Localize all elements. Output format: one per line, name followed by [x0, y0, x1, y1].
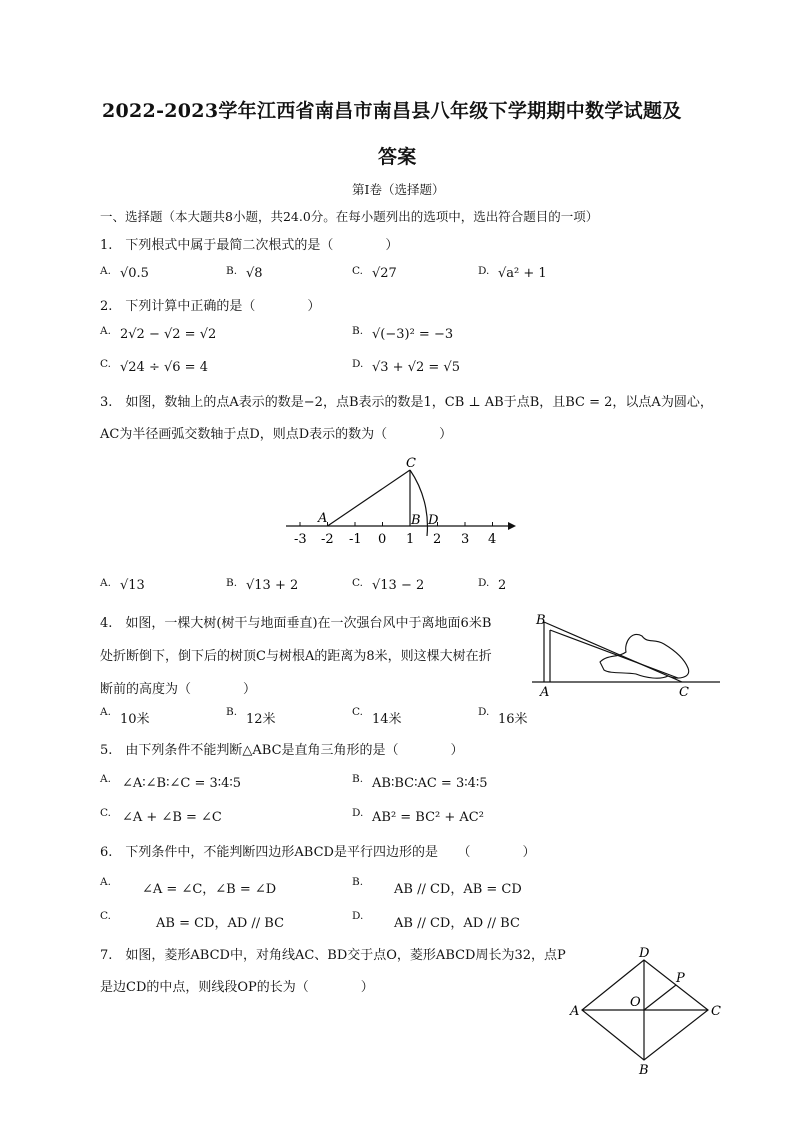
q2-option-b: √(−3)² = −3	[372, 327, 454, 342]
q6-option-c-letter: C.	[100, 910, 111, 922]
q3-option-d: 2	[498, 578, 507, 593]
tick-label: 2	[433, 532, 442, 547]
q7-stem-line2: 是边CD的中点，则线段OP的长为（ ）	[100, 980, 374, 995]
q3-number-line-figure	[280, 452, 520, 552]
q5-option-b: AB∶BC∶AC = 3∶4∶5	[372, 776, 488, 791]
section-heading: 一、选择题（本大题共8小题，共24.0分。在每小题列出的选项中，选出符合题目的一项）	[100, 209, 599, 224]
q2-option-c: √24 ÷ √6 = 4	[120, 360, 208, 375]
label-b: B	[639, 1063, 649, 1078]
q3-option-a-letter: A.	[100, 577, 111, 589]
tick-label: 4	[488, 532, 497, 547]
q6-option-b: AB // CD，AB = CD	[394, 882, 522, 897]
q4-option-d-letter: D.	[478, 706, 490, 718]
q2-option-c-letter: C.	[100, 358, 111, 370]
segment-ac	[328, 470, 411, 526]
q2-option-d-letter: D.	[352, 358, 364, 370]
q6-option-d: AB // CD，AD // BC	[394, 916, 520, 931]
q1-option-d-letter: D.	[478, 265, 490, 277]
label-a: A	[318, 511, 328, 526]
q2-option-b-letter: B.	[352, 325, 364, 337]
q6-option-c: AB = CD，AD // BC	[156, 916, 285, 931]
q5-stem: 5. 由下列条件不能判断△ABC是直角三角形的是（ ）	[100, 743, 464, 758]
q3-option-c-letter: C.	[352, 577, 363, 589]
tick-label: -2	[321, 532, 334, 547]
q2-stem: 2. 下列计算中正确的是（ ）	[100, 299, 321, 314]
q5-option-a-letter: A.	[100, 773, 111, 785]
paper-title-line1: 2022-2023学年江西省南昌市南昌县八年级下学期期中数学试题及	[102, 100, 682, 122]
q1-option-a: √0.5	[120, 266, 149, 281]
q4-option-b: 12米	[246, 712, 276, 727]
q1-option-d: √a² + 1	[498, 266, 547, 281]
q5-option-a: ∠A∶∠B∶∠C = 3∶4∶5	[122, 776, 242, 791]
q4-option-d: 16米	[498, 712, 528, 727]
q1-stem: 1. 下列根式中属于最简二次根式的是（ ）	[100, 238, 399, 253]
axis-arrow	[508, 522, 516, 530]
label-c: C	[406, 456, 416, 471]
tick-label: -1	[349, 532, 362, 547]
label-a: A	[570, 1004, 580, 1019]
q1-option-b-letter: B.	[226, 265, 238, 277]
q5-option-d-letter: D.	[352, 807, 364, 819]
q3-option-b-letter: B.	[226, 577, 238, 589]
label-c: C	[679, 685, 689, 700]
label-a: A	[540, 685, 550, 700]
segment-op	[644, 985, 676, 1010]
q3-stem-line1: 3. 如图，数轴上的点A表示的数是−2，点B表示的数是1，CB ⊥ AB于点B，且BC = 2，以点A为圆心，	[100, 395, 713, 410]
q7-stem-line1: 7. 如图，菱形ABCD中，对角线AC、BD交于点O，菱形ABCD周长为32，点P	[100, 948, 566, 963]
q2-option-a: 2√2 − √2 = √2	[120, 327, 217, 342]
q3-stem-line2: AC为半径画弧交数轴于点D，则点D表示的数为（ ）	[100, 427, 453, 442]
q5-option-b-letter: B.	[352, 773, 364, 785]
q4-stem-line1: 4. 如图，一棵大树(树干与地面垂直)在一次强台风中于离地面6米B	[100, 616, 492, 631]
q6-option-b-letter: B.	[352, 876, 364, 888]
label-c: C	[711, 1004, 721, 1019]
q5-option-d: AB² = BC² + AC²	[372, 810, 484, 825]
label-d: D	[428, 513, 439, 528]
q3-option-a: √13	[120, 578, 145, 593]
q5-option-c: ∠A + ∠B = ∠C	[122, 810, 222, 825]
tick-label: -3	[294, 532, 307, 547]
q4-option-c-letter: C.	[352, 706, 363, 718]
q6-option-d-letter: D.	[352, 910, 364, 922]
paper-title-line2: 答案	[378, 146, 417, 168]
q4-option-a-letter: A.	[100, 706, 111, 718]
q4-tree-figure	[528, 608, 724, 700]
label-b: B	[536, 613, 546, 628]
label-b: B	[411, 513, 421, 528]
q5-option-c-letter: C.	[100, 807, 111, 819]
q3-option-b: √13 + 2	[246, 578, 299, 593]
q4-stem-line2: 处折断倒下，倒下后的树顶C与树根A的距离为8米，则这棵大树在折	[100, 649, 492, 664]
q6-option-a-letter: A.	[100, 876, 111, 888]
q1-option-b: √8	[246, 266, 263, 281]
label-p: P	[676, 971, 685, 986]
fallen-trunk-bottom	[550, 630, 678, 678]
q7-rhombus-figure	[566, 944, 726, 1078]
q3-option-d-letter: D.	[478, 577, 490, 589]
q6-stem: 6. 下列条件中，不能判断四边形ABCD是平行四边形的是 （ ）	[100, 845, 536, 860]
q4-option-c: 14米	[372, 712, 402, 727]
q1-option-a-letter: A.	[100, 265, 111, 277]
q1-option-c: √27	[372, 266, 397, 281]
q4-option-a: 10米	[120, 712, 150, 727]
q3-option-c: √13 − 2	[372, 578, 425, 593]
q1-option-c-letter: C.	[352, 265, 363, 277]
volume-label: 第Ⅰ卷（选择题）	[352, 182, 445, 197]
q4-stem-line3: 断前的高度为（ ）	[100, 682, 257, 697]
tick-label: 1	[406, 532, 415, 547]
q6-option-a: ∠A = ∠C，∠B = ∠D	[142, 882, 277, 897]
tick-label: 3	[461, 532, 470, 547]
label-o: O	[630, 995, 641, 1010]
q2-option-a-letter: A.	[100, 325, 111, 337]
label-d: D	[639, 946, 650, 961]
q4-option-b-letter: B.	[226, 706, 238, 718]
tick-label: 0	[378, 532, 387, 547]
tree-crown	[600, 634, 689, 678]
fallen-trunk-top	[544, 622, 682, 682]
q2-option-d: √3 + √2 = √5	[372, 360, 460, 375]
